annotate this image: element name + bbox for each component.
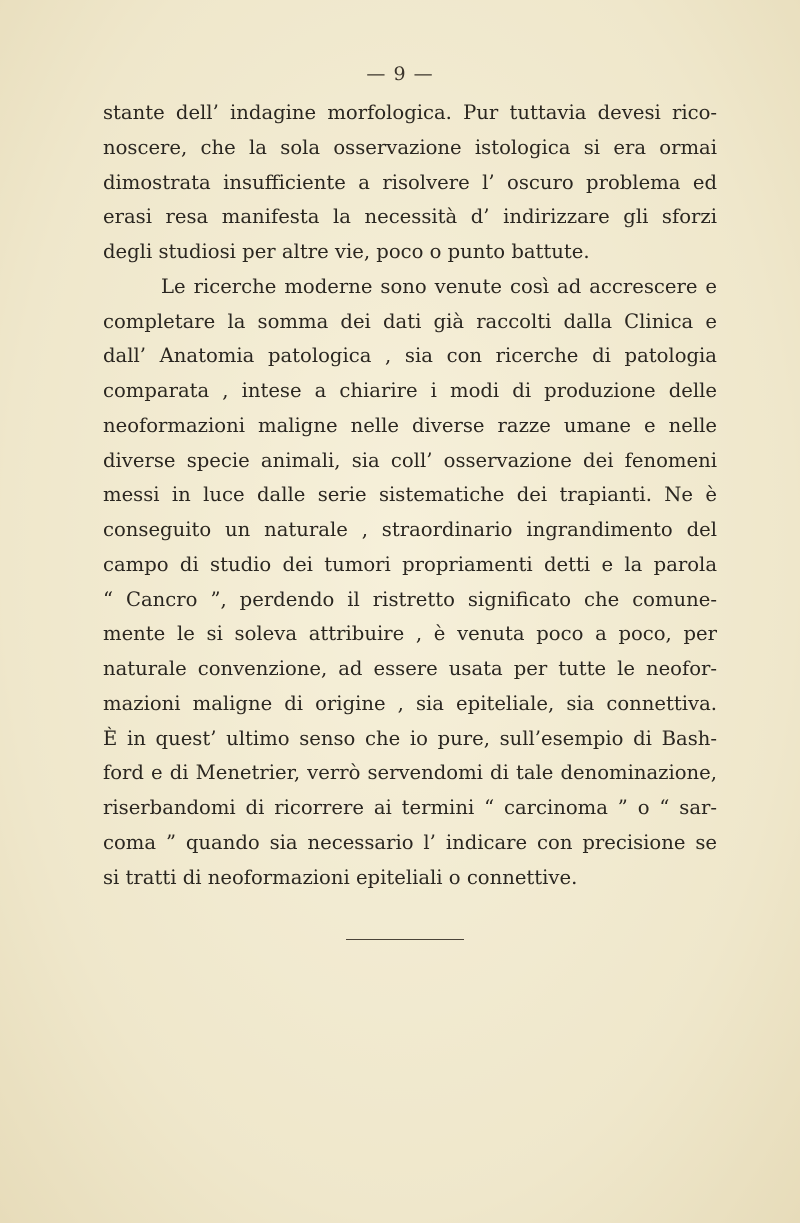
text-line: riserbandomi di ricorrere ai termini “ carcinoma ” o “ sar- [103,796,717,819]
text-line: ford e di Menetrier, verrò servendomi di tale denominazione, [103,761,717,785]
text-line: completare la somma dei dati già raccolti dalla Clinica e [103,309,717,333]
text-line: erasi resa manifesta la necessità d’ indirizzare gli sforzi [103,205,717,229]
text-line: campo di studio dei tumori propriamenti detti e la parola [103,552,717,576]
text-line: comparata , intese a chiarire i modi di produzione delle [103,379,717,402]
text-line: stante dell’ indagine morfologica. Pur tuttavia devesi rico- [103,101,717,124]
paragraph-1 [103,96,717,270]
text-line: dall’ Anatomia patologica , sia con ricerche di patologia [103,344,717,368]
text-line: neoformazioni maligne nelle diverse razze umane e nelle [103,413,717,437]
text-line: “ Cancro ”, perdendo il ristretto significato che comune- [103,587,717,611]
text-line: mazioni maligne di origine , sia epiteliale, sia connettiva. [103,691,717,715]
paragraph-2 [103,270,717,896]
page-number: — 9 — [366,63,434,85]
text-line: dimostrata insufficiente a risolvere l’ oscuro problema ed [103,170,717,194]
text-line: messi in luce dalle serie sistematiche dei trapianti. Ne è [103,483,717,507]
text-line: È in quest’ ultimo senso che io pure, sull’esempio di Bash- [103,726,717,750]
body-text [103,96,717,895]
text-line: Le ricerche moderne sono venute così ad accrescere e [161,274,717,298]
text-line: naturale convenzione, ad essere usata per tutte le neofor- [103,657,717,680]
text-line: si tratti di neoformazioni epiteliali o connettive. [103,865,578,889]
text-line: mente le si soleva attribuire , è venuta poco a poco, per [103,622,717,646]
section-divider [346,939,464,940]
text-line: diverse specie animali, sia coll’ osservazione dei fenomeni [103,448,717,472]
text-line: degli studiosi per altre vie, poco o punto battute. [103,240,590,263]
text-line: noscere, che la sola osservazione istologica si era ormai [103,135,717,159]
text-line: coma ” quando sia necessario l’ indicare con precisione se [103,830,717,854]
text-line: conseguito un naturale , straordinario ingrandimento del [103,518,717,541]
